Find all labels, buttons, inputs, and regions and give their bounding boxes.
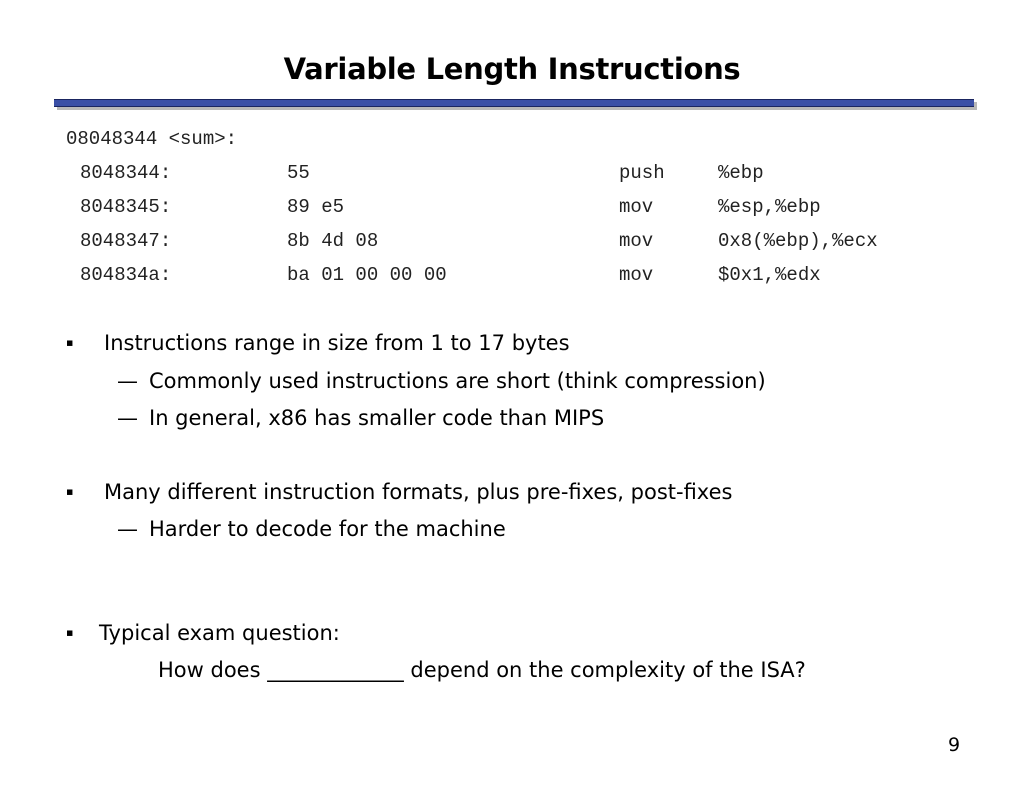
- mnemonic: mov: [619, 196, 654, 218]
- sub-bullet-text: In general, x86 has smaller code than MIPS: [149, 406, 605, 430]
- mnemonic: push: [619, 162, 665, 184]
- address: 804834a:: [80, 264, 172, 286]
- operands: %esp,%ebp: [718, 196, 821, 218]
- address: 8048345:: [80, 196, 172, 218]
- sub-bullet-text: Commonly used instructions are short (think compression): [149, 369, 766, 393]
- machine-bytes: ba 01 00 00 00: [287, 264, 447, 286]
- dash-icon: —: [117, 369, 138, 393]
- bullet-text: Instructions range in size from 1 to 17 bytes: [104, 331, 570, 355]
- operands: %ebp: [718, 162, 764, 184]
- dash-icon: —: [117, 517, 138, 541]
- exam-question-text: How does _____________ depend on the complexity of the ISA?: [158, 658, 806, 682]
- square-bullet-icon: ▪: [66, 336, 74, 349]
- bullet-text: Many different instruction formats, plus pre-fixes, post-fixes: [104, 480, 733, 504]
- address: 8048347:: [80, 230, 172, 252]
- address: 8048344:: [80, 162, 172, 184]
- square-bullet-icon: ▪: [66, 626, 74, 639]
- dash-icon: —: [117, 406, 138, 430]
- function-label: 08048344 <sum>:: [66, 128, 238, 150]
- slide-title: Variable Length Instructions: [283, 52, 741, 86]
- page-number: 9: [948, 734, 961, 756]
- machine-bytes: 8b 4d 08: [287, 230, 379, 252]
- sub-bullet-text: Harder to decode for the machine: [149, 517, 506, 541]
- mnemonic: mov: [619, 264, 654, 286]
- mnemonic: mov: [619, 230, 654, 252]
- bullet-text: Typical exam question:: [99, 621, 340, 645]
- machine-bytes: 89 e5: [287, 196, 345, 218]
- operands: $0x1,%edx: [718, 264, 821, 286]
- operands: 0x8(%ebp),%ecx: [718, 230, 878, 252]
- machine-bytes: 55: [287, 162, 310, 184]
- square-bullet-icon: ▪: [66, 485, 74, 498]
